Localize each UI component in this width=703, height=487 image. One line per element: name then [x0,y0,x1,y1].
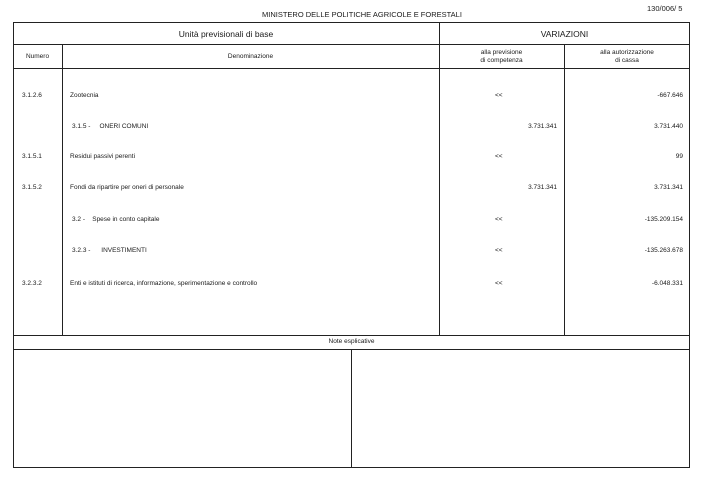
notes-right-area [352,350,689,467]
row-cassa: -135.209.154 [644,216,683,223]
notes-title: Note esplicative [328,338,375,345]
variazioni-divider [439,22,440,335]
notes-left-area [14,350,351,467]
column-header-divider [13,68,690,69]
row-numero: 3.2.3.2 [22,280,42,287]
row-competenza: << [495,247,503,254]
row-denominazione: Enti e istituti di ricerca, informazione, sperimentazione e controllo [70,280,258,287]
row-denominazione: Residui passivi perenti [70,153,136,160]
header-divider [13,44,690,45]
row-cassa: 3.731.341 [654,184,683,191]
row-denominazione: Fondi da ripartire per oneri di personale [70,184,184,191]
col-header-competenza-line2: di competenza [480,57,523,64]
row-denominazione: Zootecnia [70,92,99,99]
numero-column-divider [62,44,63,335]
row-cassa: -667.646 [657,92,683,99]
page-reference: 130/006/ 5 [647,4,683,13]
row-cassa: -6.048.331 [651,280,683,287]
ministry-title: MINISTERO DELLE POLITICHE AGRICOLE E FORESTALI [262,10,462,19]
row-denominazione: 3.2 - Spese in conto capitale [72,216,160,223]
col-header-cassa-line2: di cassa [615,57,639,64]
col-header-denominazione: Denominazione [227,53,274,60]
row-competenza: << [495,92,503,99]
section-variazioni: VARIAZIONI [540,29,589,39]
row-denominazione: 3.2.3 - INVESTIMENTI [72,247,147,254]
cassa-column-divider [564,44,565,335]
col-header-cassa-line1: alla autorizzazione [600,49,654,56]
row-numero: 3.1.2.6 [22,92,42,99]
row-cassa: -135.263.678 [644,247,683,254]
row-competenza: 3.731.341 [528,123,557,130]
row-numero: 3.1.5.2 [22,184,42,191]
table-bottom-divider [13,335,690,336]
row-competenza: << [495,153,503,160]
row-denominazione: 3.1.5 - ONERI COMUNI [72,123,149,130]
row-cassa: 3.731.440 [654,123,683,130]
section-unita-previsionali: Unità previsionali di base [178,29,274,39]
col-header-competenza-line1: alla previsione [480,49,523,56]
row-competenza: 3.731.341 [528,184,557,191]
col-header-numero: Numero [25,53,50,60]
row-competenza: << [495,216,503,223]
row-numero: 3.1.5.1 [22,153,42,160]
row-cassa: 99 [675,153,683,160]
row-competenza: << [495,280,503,287]
